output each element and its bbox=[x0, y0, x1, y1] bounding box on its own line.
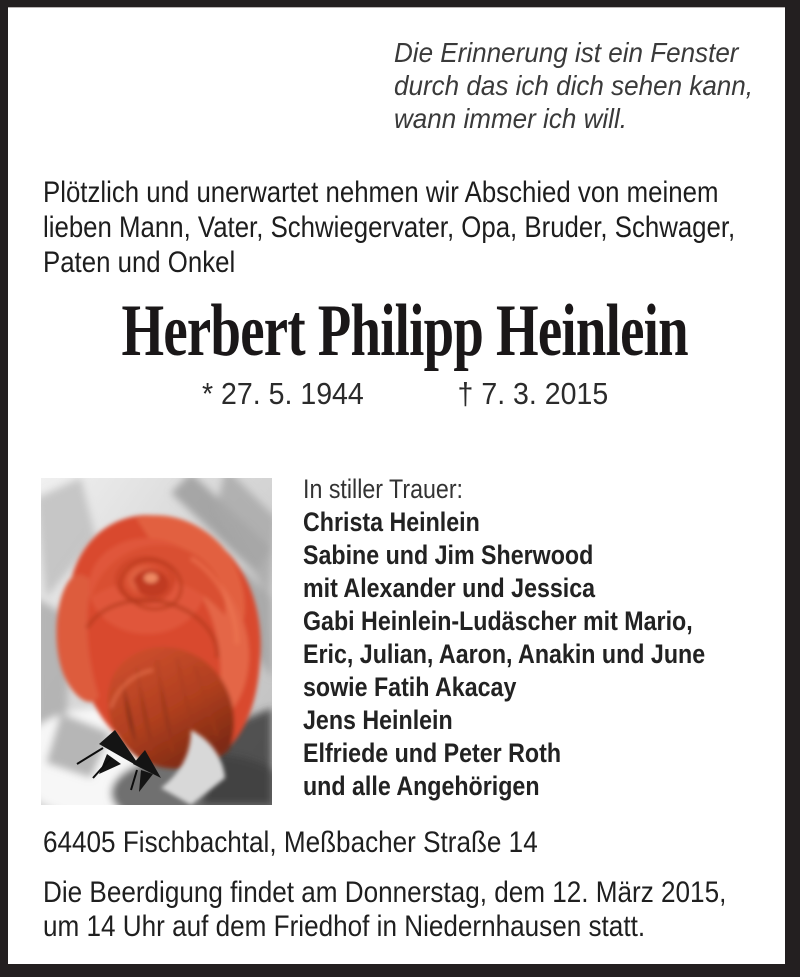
quote-line: Die Erinnerung ist ein Fenster bbox=[394, 37, 739, 68]
funeral-line: Die Beerdigung findet am Donnerstag, dem 12. März 2015, bbox=[43, 876, 727, 909]
birth-date: * 27. 5. 1944 bbox=[201, 376, 364, 411]
quote-line: wann immer ich will. bbox=[394, 103, 627, 134]
mourners-header: In stiller Trauer: bbox=[303, 474, 464, 504]
intro-line: lieben Mann, Vater, Schwiegervater, Opa, Bruder, Schwager, bbox=[43, 211, 736, 244]
mourner-name: sowie Fatih Akacay bbox=[303, 672, 517, 702]
funeral-line: um 14 Uhr auf dem Friedhof in Niedernhausen statt. bbox=[43, 910, 646, 943]
notice-sheet bbox=[8, 7, 785, 964]
intro-line: Paten und Onkel bbox=[43, 246, 236, 279]
mourner-name: Sabine und Jim Sherwood bbox=[303, 540, 594, 570]
mourner-name: und alle Angehörigen bbox=[303, 771, 540, 801]
mourner-name: Christa Heinlein bbox=[303, 507, 480, 537]
funeral-info bbox=[43, 876, 726, 944]
mourner-name: mit Alexander und Jessica bbox=[303, 573, 596, 603]
quote-line: durch das ich dich sehen kann, bbox=[394, 70, 754, 101]
mourner-name: Elfriede und Peter Roth bbox=[303, 738, 562, 768]
intro-paragraph bbox=[43, 175, 735, 280]
rose-photo bbox=[41, 478, 272, 805]
mourner-name: Gabi Heinlein-Ludäscher mit Mario, bbox=[303, 606, 693, 636]
address-line: 64405 Fischbachtal, Meßbacher Straße 14 bbox=[43, 826, 538, 859]
death-date: † 7. 3. 2015 bbox=[457, 376, 608, 411]
mourner-name: Jens Heinlein bbox=[303, 705, 453, 735]
deceased-name: Herbert Philipp Heinlein bbox=[121, 290, 688, 372]
rose-photo-image bbox=[41, 478, 272, 805]
life-dates bbox=[16, 374, 793, 414]
memorial-quote bbox=[394, 36, 753, 135]
intro-line: Plötzlich und unerwartet nehmen wir Abschied von meinem bbox=[43, 176, 719, 209]
mourner-name: Eric, Julian, Aaron, Anakin und June bbox=[303, 639, 706, 669]
mourners-list bbox=[303, 473, 705, 803]
